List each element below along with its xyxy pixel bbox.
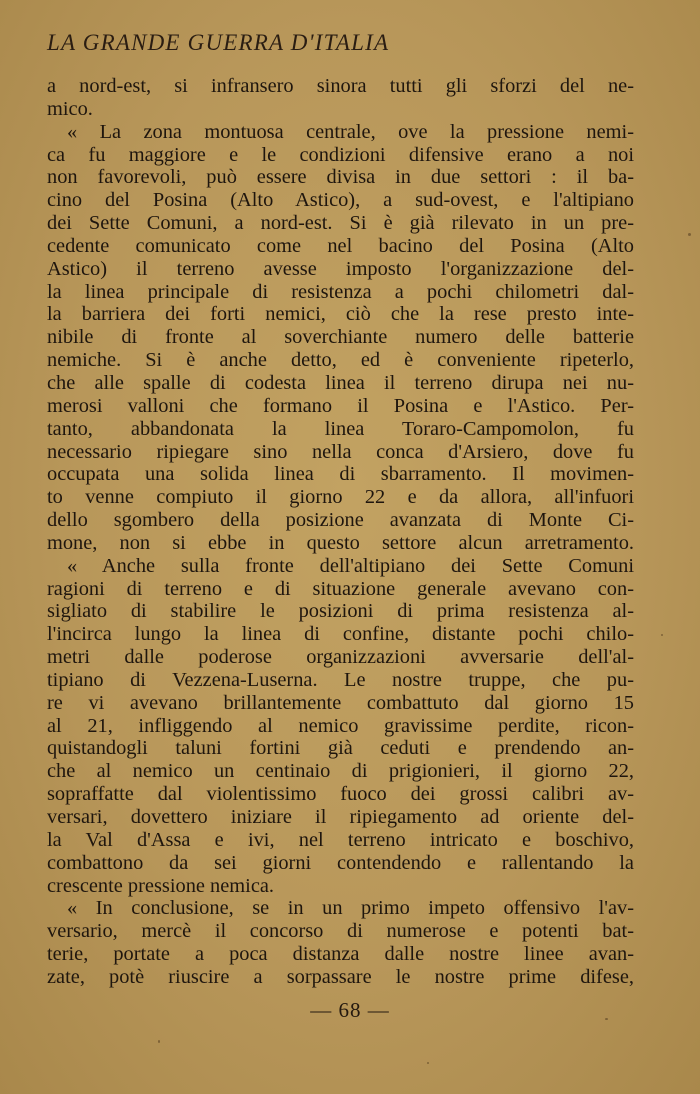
paper-speck bbox=[158, 1040, 160, 1043]
text-line: Astico) il terreno avesse imposto l'organizzazione del- bbox=[47, 257, 634, 280]
text-line: terie, portate a poca distanza dalle nostre linee avan- bbox=[47, 943, 634, 966]
text-line: re vi avevano brillantemente combattuto dal giorno 15 bbox=[47, 691, 634, 714]
text-line: al 21, infliggendo al nemico gravissime perdite, ricon- bbox=[47, 714, 634, 737]
text-line: sopraffatte dal violentissimo fuoco dei grossi calibri av- bbox=[47, 783, 634, 806]
body-text bbox=[47, 75, 634, 989]
paper-speck bbox=[688, 233, 691, 236]
text-line: nemiche. Si è anche detto, ed è conveniente ripeterlo, bbox=[47, 349, 634, 372]
text-line: la Val d'Assa e ivi, nel terreno intricato e boschivo, bbox=[47, 828, 634, 851]
running-header: LA GRANDE GUERRA D'ITALIA bbox=[47, 30, 390, 55]
text-line: dei Sette Comuni, a nord-est. Si è già rilevato in un pre- bbox=[47, 212, 634, 235]
text-line: to venne compiuto il giorno 22 e da allora, all'infuori bbox=[47, 486, 634, 509]
text-line: versario, mercè il concorso di numerose e potenti bat- bbox=[47, 920, 634, 943]
text-line: ca fu maggiore e le condizioni difensive erano a noi bbox=[47, 143, 634, 166]
text-line: la barriera dei forti nemici, ciò che la rese presto inte- bbox=[47, 303, 634, 326]
text-line: combattono da sei giorni contendendo e rallentando la bbox=[47, 851, 634, 874]
paper-speck bbox=[661, 634, 663, 636]
text-line: mico. bbox=[47, 97, 93, 120]
text-line: che alle spalle di codesta linea il terreno dirupa nei nu- bbox=[47, 371, 634, 394]
text-line: zate, potè riuscire a sorpassare le nostre prime difese, bbox=[47, 965, 634, 988]
text-line: l'incirca lungo la linea di confine, distante pochi chilo- bbox=[47, 623, 634, 646]
text-line: cino del Posina (Alto Astico), a sud-ovest, e l'altipiano bbox=[47, 189, 634, 212]
text-line: nibile di fronte al soverchiante numero delle batterie bbox=[47, 326, 634, 349]
page-number: — 68 — bbox=[310, 998, 390, 1022]
paper-speck bbox=[427, 1062, 429, 1064]
text-line: crescente pressione nemica. bbox=[47, 874, 275, 897]
paper-speck bbox=[605, 1018, 608, 1020]
text-line: metri dalle poderose organizzazioni avversarie dell'al- bbox=[47, 646, 634, 669]
text-line: tipiano di Vezzena-Luserna. Le nostre truppe, che pu- bbox=[47, 668, 634, 691]
text-line: necessario ripiegare sino nella conca d'Arsiero, dove fu bbox=[47, 440, 634, 463]
text-line: che al nemico un centinaio di prigionieri, il giorno 22, bbox=[47, 760, 634, 783]
text-line: « La zona montuosa centrale, ove la pressione nemi- bbox=[67, 120, 634, 143]
text-line: cedente comunicato come nel bacino del Posina (Alto bbox=[47, 234, 634, 257]
text-line: quistandogli taluni fortini già ceduti e prendendo an- bbox=[47, 737, 634, 760]
text-line: occupata una solida linea di sbarramento. Il movimen- bbox=[47, 463, 634, 486]
text-line: versari, dovettero iniziare il ripiegamento ad oriente del- bbox=[47, 806, 634, 828]
text-line: « In conclusione, se in un primo impeto offensivo l'av- bbox=[67, 897, 634, 920]
text-line: ragioni di terreno e di situazione generale avevano con- bbox=[47, 577, 634, 600]
text-line: la linea principale di resistenza a pochi chilometri dal- bbox=[47, 280, 634, 303]
text-line: dello sgombero della posizione avanzata di Monte Ci- bbox=[47, 509, 634, 532]
text-line: non favorevoli, può essere divisa in due settori : il ba- bbox=[47, 166, 634, 189]
text-line: merosi valloni che formano il Posina e l'Astico. Per- bbox=[47, 394, 634, 417]
text-line: tanto, abbandonata la linea Toraro-Campomolon, fu bbox=[47, 417, 634, 440]
text-line: « Anche sulla fronte dell'altipiano dei Sette Comuni bbox=[67, 554, 634, 577]
text-line: mone, non si ebbe in questo settore alcun arretramento. bbox=[47, 531, 634, 554]
text-line: sigliato di stabilire le posizioni di prima resistenza al- bbox=[47, 600, 634, 623]
text-line: a nord-est, si infransero sinora tutti gli sforzi del ne- bbox=[47, 75, 634, 97]
